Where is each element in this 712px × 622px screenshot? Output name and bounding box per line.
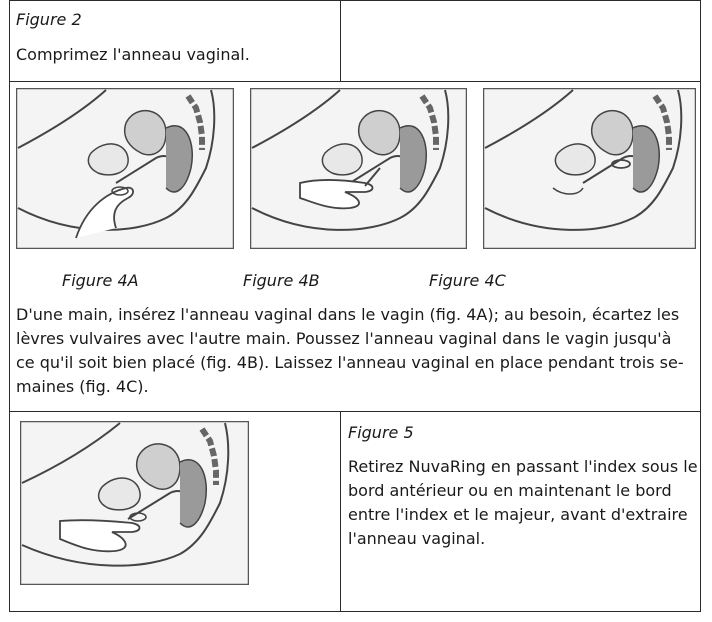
figure-5-illustration: [20, 421, 249, 585]
figure-4c-caption: Figure 4C: [429, 271, 506, 290]
figure-4c-illustration: [483, 88, 696, 249]
row-divider-1: [9, 81, 701, 82]
col-divider-row3: [340, 411, 341, 612]
figure-4a-caption: Figure 4A: [62, 271, 139, 290]
figure-5-label: Figure 5: [348, 423, 414, 442]
col-divider-row1: [340, 0, 341, 81]
compress-ring-instruction: Comprimez l'anneau vaginal.: [16, 45, 250, 64]
figure-4b-caption: Figure 4B: [243, 271, 320, 290]
figure-4a-illustration: [16, 88, 234, 249]
row-divider-2: [9, 411, 701, 412]
figure-4b-illustration: [250, 88, 467, 249]
figure-2-label: Figure 2: [16, 10, 82, 29]
removal-instruction: Retirez NuvaRing en passant l'index sous le bord antérieur ou en maintenant le bord entre l'index et le majeur, avant d'extraire l'anneau vaginal.: [348, 457, 698, 548]
insertion-instruction: D'une main, insérez l'anneau vaginal dans le vagin (fig. 4A); au besoin, écartez les lèvres vulvaires avec l'autre main. Poussez l'anneau vaginal dans le vagin jusqu'à ce qu'il soit bien placé (fig. 4B). Laissez l'anneau vaginal en place pendant trois se-maines (fig. 4C).: [16, 305, 684, 396]
